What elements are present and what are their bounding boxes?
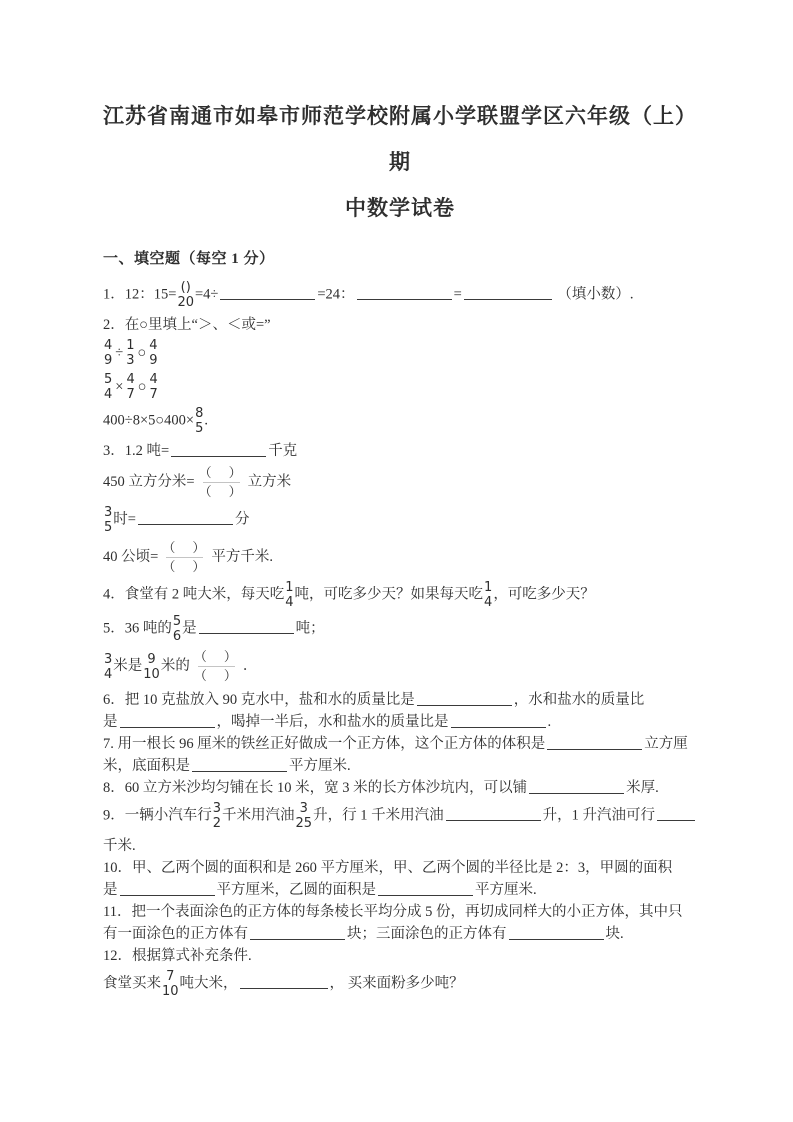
fraction	[284, 580, 294, 610]
answer-blank	[192, 767, 287, 772]
line-q3-hectare	[103, 539, 697, 576]
text-run: 千米.	[103, 838, 136, 854]
text-run: 3．1.2 吨=	[103, 443, 170, 459]
text-run: 40 公顷=	[103, 548, 159, 565]
fraction	[148, 338, 158, 368]
line-q4	[103, 580, 697, 610]
fraction-numerator: 1	[126, 338, 135, 353]
answer-blank	[171, 452, 266, 457]
fraction-numerator: ()	[180, 280, 191, 295]
text-run: 2．在○里填上“＞、＜或=”	[103, 317, 271, 333]
answer-blank	[138, 520, 233, 525]
operator-symbol: ÷	[115, 345, 124, 361]
text-run: 食堂买来	[103, 975, 161, 992]
text-run: .	[204, 412, 208, 429]
fraction	[103, 652, 113, 682]
line-q3	[103, 440, 697, 462]
text-run: 平方厘米.	[475, 882, 537, 898]
answer-blank	[357, 295, 452, 300]
answer-blank	[451, 723, 546, 728]
line-q9-1	[103, 801, 697, 831]
fraction-denominator: （ ）	[162, 559, 208, 574]
text-run: 10．甲、乙两个圆的面积和是 260 平方厘米，甲、乙两个圆的半径比是 2：3，甲圆的面积	[103, 860, 673, 876]
fraction-denominator: 25	[295, 816, 313, 831]
fraction-denominator: 10	[162, 984, 179, 999]
fraction-denominator: 4	[104, 387, 113, 402]
fraction-numerator: 5	[172, 614, 182, 629]
answer-blank	[378, 891, 473, 896]
text-run: 6．把 10 克盐放入 90 克水中，盐和水的质量比是	[103, 692, 415, 708]
text-run: =24：	[317, 286, 355, 303]
fraction-denominator: 2	[212, 816, 222, 831]
fraction-numerator: （ ）	[162, 540, 208, 555]
fraction-numerator: 9	[147, 651, 156, 667]
text-run: 平方厘米.	[289, 758, 351, 774]
fraction	[125, 372, 135, 402]
fraction-numerator: 3	[104, 651, 113, 667]
answer-blank	[250, 935, 345, 940]
line-q2-compare-1	[103, 338, 697, 368]
line-q2	[103, 314, 697, 336]
text-run: 450 立方分米=	[103, 473, 195, 490]
line-q11-1	[103, 901, 697, 923]
fraction-denominator: 9	[104, 353, 113, 368]
fraction-denominator: 5	[104, 520, 113, 535]
paren-fraction	[198, 464, 245, 501]
text-run: 米是	[113, 657, 143, 674]
line-q6-2	[103, 711, 697, 733]
answer-blank	[120, 723, 215, 728]
line-q3-time	[103, 505, 697, 535]
line-q10-1	[103, 857, 697, 879]
text-run: 12．根据算式补充条件.	[103, 948, 252, 964]
fraction-numerator: 1	[484, 580, 493, 595]
document-title	[103, 93, 697, 231]
fraction	[103, 372, 113, 402]
section-heading: 一、填空题（每空 1 分）	[103, 251, 275, 267]
fraction	[103, 338, 113, 368]
answer-blank	[464, 295, 552, 300]
text-run: 吨大米，	[179, 975, 238, 992]
fraction-denominator: 7	[149, 387, 158, 402]
fraction-denominator: 10	[143, 666, 160, 682]
text-run: ， 买来面粉多少吨？	[329, 975, 464, 992]
fraction-numerator: 4	[149, 338, 158, 353]
text-run: ．	[242, 657, 258, 674]
fraction	[295, 801, 314, 831]
line-q3-cubic	[103, 464, 697, 501]
text-run: 11．把一个表面涂色的正方体的每条棱长平均分成 5 份，再切成同样大的小正方体，其中只	[103, 904, 683, 920]
line-q11-2	[103, 923, 697, 945]
fraction-denominator: 6	[172, 629, 182, 644]
text-run: 升，行 1 千米用汽油	[313, 807, 444, 824]
fraction-denominator: 4	[285, 595, 294, 610]
text-run: 千米用汽油	[222, 807, 295, 824]
text-run: 9．一辆小汽车行	[103, 807, 212, 824]
circle-placeholder-symbol: ○	[137, 345, 147, 361]
answer-blank	[220, 295, 315, 300]
fraction-denominator: 20	[177, 295, 194, 310]
line-q7-2	[103, 755, 697, 777]
fraction	[172, 614, 182, 644]
text-run: （填小数）.	[553, 286, 634, 303]
fraction-denominator: 4	[104, 666, 113, 682]
text-run: 7. 用一根长 96 厘米的铁丝正好做成一个正方体，这个正方体的体积是	[103, 736, 546, 752]
line-q12-condition	[103, 969, 697, 999]
fraction	[103, 505, 113, 535]
text-run: 5．36 吨的	[103, 620, 172, 637]
fraction-denominator: （ ）	[193, 668, 239, 683]
fraction-numerator: （ ）	[198, 465, 244, 480]
line-q7-1	[103, 733, 697, 755]
fraction	[125, 338, 135, 368]
text-run: 块；三面涂色的正方体有	[347, 926, 507, 942]
fraction-denominator: （ ）	[198, 484, 244, 499]
fraction-denominator: 7	[126, 387, 135, 402]
answer-blank	[509, 935, 604, 940]
answer-blank	[120, 891, 215, 896]
fraction	[176, 280, 195, 310]
fraction-numerator: （ ）	[193, 649, 239, 664]
fraction-numerator: 8	[195, 406, 204, 421]
fraction-numerator: 3	[299, 801, 308, 816]
text-run: =4÷	[194, 286, 219, 303]
fraction-denominator: 5	[195, 421, 204, 436]
fraction	[212, 801, 222, 831]
text-run: 有一面涂色的正方体有	[103, 926, 248, 942]
fraction-numerator: 1	[285, 580, 294, 595]
operator-symbol: ×	[115, 379, 124, 395]
answer-blank	[240, 984, 328, 989]
title-line-2: 中数学试卷	[345, 196, 455, 220]
fraction	[161, 969, 180, 999]
line-q6-1	[103, 689, 697, 711]
answer-blank	[657, 816, 695, 821]
text-run: 8．60 立方米沙均匀铺在长 10 米，宽 3 米的长方体沙坑内，可以铺	[103, 780, 528, 796]
text-run: 分	[234, 511, 250, 528]
fraction-numerator: 3	[212, 801, 222, 816]
paren-fraction	[161, 539, 208, 576]
text-run: 升，1 升汽油可行	[542, 807, 655, 824]
text-run: 米厚.	[626, 780, 659, 796]
fraction	[149, 372, 159, 402]
fraction-numerator: 3	[104, 505, 113, 520]
text-run: .	[547, 714, 552, 730]
text-run: 4．食堂有 2 吨大米，每天吃	[103, 586, 285, 603]
fraction-numerator: 4	[149, 372, 158, 387]
line-q12	[103, 945, 697, 967]
line-q2-compare-2	[103, 372, 697, 402]
title-line-1: 江苏省南通市如皋市师范学校附属小学联盟学区六年级（上）期	[103, 104, 697, 174]
text-run: 时=	[113, 511, 136, 528]
text-run: 千克	[268, 443, 298, 459]
text-run: 400÷8×5○400×	[103, 412, 195, 429]
line-q8	[103, 777, 697, 799]
circle-placeholder-symbol: ○	[137, 379, 147, 395]
text-run: 平方厘米，乙圆的面积是	[216, 882, 376, 898]
fraction-numerator: 5	[104, 372, 113, 387]
text-run: 1．12：15=	[103, 286, 177, 303]
text-run: 块.	[605, 926, 624, 942]
fraction	[142, 652, 161, 682]
line-q9-2	[103, 835, 697, 857]
fraction-denominator: 3	[126, 353, 135, 368]
answer-blank	[547, 745, 642, 750]
text-run: 立方米	[247, 473, 292, 490]
text-run: 是	[103, 714, 118, 730]
text-run: ，喝掉一半后，水和盐水的质量比是	[216, 714, 449, 730]
text-run: 吨；	[295, 620, 325, 637]
fraction-denominator: 9	[149, 353, 158, 368]
text-run: 米的	[160, 657, 190, 674]
line-q2-compare-3	[103, 406, 697, 436]
text-run: 米，底面积是	[103, 758, 190, 774]
text-run: ，可吃多少天？	[493, 586, 595, 603]
answer-blank	[417, 701, 512, 706]
line-q10-2	[103, 879, 697, 901]
text-run: 是	[103, 882, 118, 898]
answer-blank	[446, 816, 541, 821]
line-q5	[103, 614, 697, 644]
answer-blank	[529, 789, 624, 794]
paren-fraction	[193, 648, 240, 685]
fraction-numerator: 4	[104, 338, 113, 353]
text-run: =	[453, 286, 462, 303]
line-q5-meters	[103, 648, 697, 685]
fraction-numerator: 4	[126, 372, 135, 387]
text-run: 平方千米.	[211, 548, 273, 565]
fraction	[194, 406, 204, 436]
line-q1	[103, 280, 697, 310]
text-run: ，水和盐水的质量比	[513, 692, 645, 708]
text-run: 吨，可吃多少天？如果每天吃	[294, 586, 484, 603]
question-lines	[103, 280, 697, 999]
fraction-numerator: 7	[166, 969, 175, 984]
fraction-denominator: 4	[484, 595, 493, 610]
text-run: 立方厘	[644, 736, 688, 752]
text-run: 是	[182, 620, 197, 637]
fraction	[483, 580, 493, 610]
answer-blank	[199, 629, 294, 634]
